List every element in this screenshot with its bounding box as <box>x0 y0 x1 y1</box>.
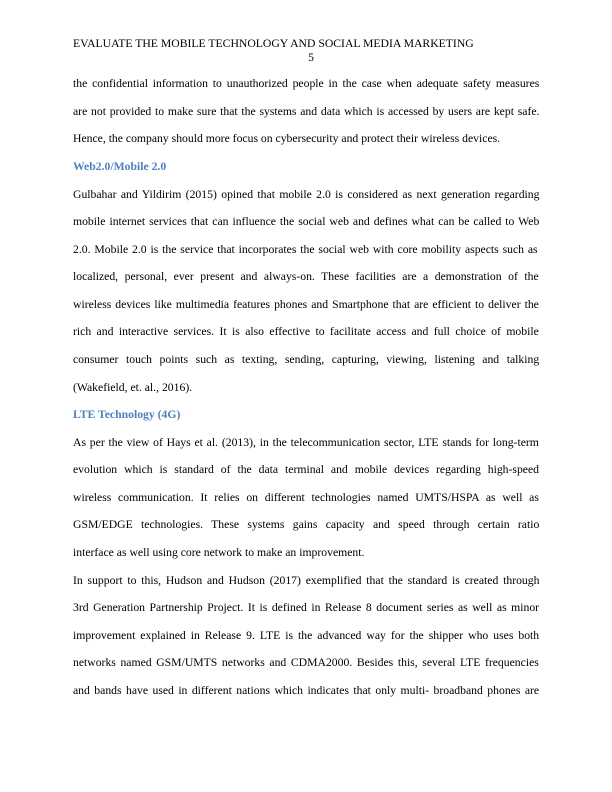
body-line: mobile internet services that can influence the social web and defines what can be called to Web <box>73 215 540 228</box>
body-line: wireless devices like multimedia features phones and Smartphone that are efficient to deliver the <box>73 298 539 311</box>
body-line: 2.0. Mobile 2.0 is the service that incorporates the social web with core mobility aspects such as <box>73 243 538 256</box>
body-line: In support to this, Hudson and Hudson (2017) exemplified that the standard is created through <box>73 574 540 587</box>
body-line: evolution which is standard of the data terminal and mobile devices regarding high-speed <box>73 463 540 476</box>
body-line: Hence, the company should more focus on cybersecurity and protect their wireless devices. <box>73 132 501 145</box>
section-heading-web2: Web2.0/Mobile 2.0 <box>73 160 167 173</box>
body-line: wireless communication. It relies on different technologies named UMTS/HSPA as well as <box>73 491 539 504</box>
body-line: rich and interactive services. It is also effective to facilitate access and full choice of mobile <box>73 325 539 338</box>
body-line: localized, personal, ever present and always-on. These facilities are a demonstration of the <box>73 270 539 283</box>
body-line: the confidential information to unauthorized people in the case when adequate safety measures <box>73 77 540 90</box>
body-line: 3rd Generation Partnership Project. It is defined in Release 8 document series as well as minor <box>73 601 540 614</box>
body-line: are not provided to make sure that the systems and data which is accessed by users are kept safe. <box>73 105 540 118</box>
body-line: networks named GSM/UMTS networks and CDMA2000. Besides this, several LTE frequencies <box>73 656 539 669</box>
running-head: EVALUATE THE MOBILE TECHNOLOGY AND SOCIAL MEDIA MARKETING <box>73 37 474 50</box>
body-line: GSM/EDGE technologies. These systems gains capacity and speed through certain ratio <box>73 518 540 531</box>
body-line: improvement explained in Release 9. LTE is the advanced way for the shipper who uses both <box>73 629 540 642</box>
page-number: 5 <box>308 51 314 64</box>
body-line: interface as well using core network to make an improvement. <box>73 546 365 559</box>
body-line: (Wakefield, et. al., 2016). <box>73 381 193 394</box>
body-line: and bands have used in different nations which indicates that only multi- broadband phones are <box>73 684 540 697</box>
body-line: As per the view of Hays et al. (2013), in the telecommunication sector, LTE stands for long-term <box>73 436 539 449</box>
body-line: consumer touch points such as texting, sending, capturing, viewing, listening and talking <box>73 353 540 366</box>
body-line: Gulbahar and Yildirim (2015) opined that mobile 2.0 is considered as next generation regarding <box>73 188 540 201</box>
section-heading-lte: LTE Technology (4G) <box>73 408 181 421</box>
